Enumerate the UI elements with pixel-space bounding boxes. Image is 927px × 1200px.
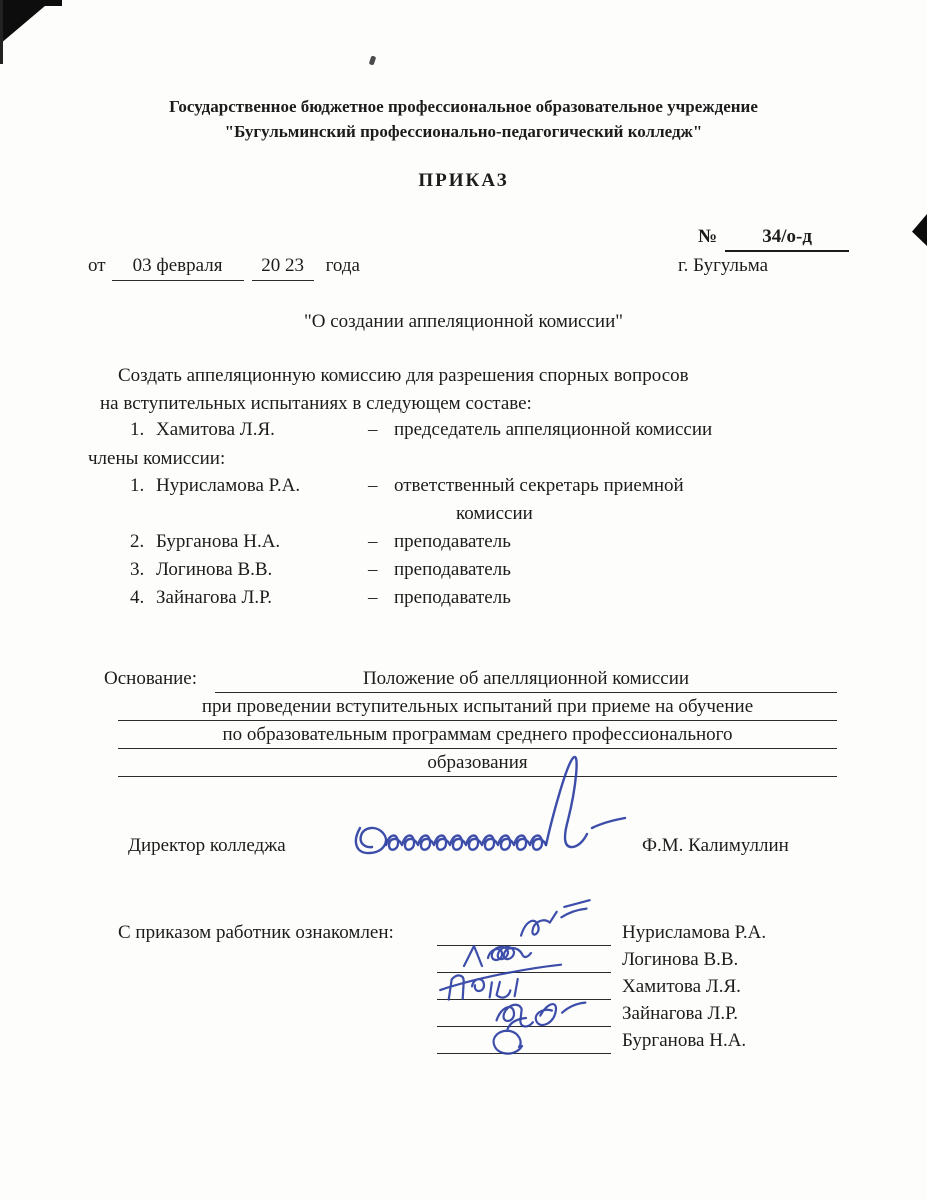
member-name: Зайнагова Л.Р. [156,587,273,608]
org-header [0,94,927,144]
acknowledgment-label: С приказом работник ознакомлен: [118,922,394,943]
member-name: Нурисламова Р.А. [156,475,301,496]
scan-artifact-right-edge [912,214,927,246]
scan-artifact-top-strip [0,0,62,6]
member-role: преподаватель [394,587,511,608]
member-number: 4. [130,587,145,608]
member-number: 2. [130,531,145,552]
ack-row-5 [437,1027,867,1054]
director-title: Директор колледжа [128,835,286,856]
dash: – [368,559,378,580]
scan-artifact-left-strip [0,0,3,64]
member-row-4 [130,584,854,612]
ack-row-2 [437,946,867,973]
date-year: 20 23 [252,252,314,281]
scan-artifact-speck [369,55,377,65]
basis-line-1: Положение об апелляционной комиссии [215,664,837,693]
date-prefix: от [88,255,106,276]
ack-name: Бурганова Н.А. [622,1030,747,1051]
date-day-month: 03 февраля [112,252,244,281]
member-row-1 [130,472,854,528]
signature-line [437,973,611,1000]
member-role: преподаватель [394,559,511,580]
basis-line-2: при проведении вступительных испытаний при приеме на обучение [118,692,837,721]
order-number-label: № [698,226,718,247]
signature-line [437,946,611,973]
chair-name: Хамитова Л.Я. [156,419,275,440]
ack-name: Хамитова Л.Я. [622,976,741,997]
dash: – [368,475,378,496]
member-name: Логинова В.В. [156,559,273,580]
basis-line-3: по образовательным программам среднего профессионального [118,720,837,749]
intro-line-1: Создать аппеляционную комиссию для разрешения спорных вопросов [118,365,689,386]
signature-line [437,919,611,946]
member-number: 3. [130,559,145,580]
member-role: ответственный секретарь приемной комиссии [394,475,684,524]
ack-row-3 [437,973,867,1000]
date-suffix: года [325,255,360,276]
ack-row-4 [437,1000,867,1027]
dash: – [368,419,378,440]
dash: – [368,587,378,608]
signature-line [437,1000,611,1027]
ack-name: Зайнагова Л.Р. [622,1003,739,1024]
member-row-2 [130,528,854,556]
scan-artifact-fold [816,0,927,6]
ack-name: Нурисламова Р.А. [622,922,767,943]
member-number: 1. [130,475,145,496]
member-role: преподаватель [394,531,511,552]
member-name: Бурганова Н.А. [156,531,281,552]
org-name-line2: "Бугульминский профессионально-педагогический колледж" [224,122,703,141]
signature-line [437,1027,611,1054]
order-number-value: 34/о-д [725,223,849,252]
org-name-line1: Государственное бюджетное профессиональное образовательное учреждение [169,97,758,116]
intro-line-2: на вступительных испытаниях в следующем составе: [100,393,532,414]
basis-line-4: образования [118,748,837,777]
chair-role: председатель аппеляционной комиссии [394,419,713,440]
order-number-row [698,223,849,250]
city-label: г. Бугульма [678,255,769,276]
chair-row [130,416,854,444]
order-date-row [88,252,360,280]
doc-type-title: ПРИКАЗ [418,170,509,191]
chair-number: 1. [130,419,145,440]
member-row-3 [130,556,854,584]
members-label: члены комиссии: [88,448,226,469]
order-subject: "О создании аппеляционной комиссии" [304,311,623,332]
scan-artifact-corner [0,0,52,44]
ack-name: Логинова В.В. [622,949,739,970]
dash: – [368,531,378,552]
basis-label: Основание: [104,668,198,689]
director-name: Ф.М. Калимуллин [642,835,789,856]
ack-row-1 [437,919,867,946]
